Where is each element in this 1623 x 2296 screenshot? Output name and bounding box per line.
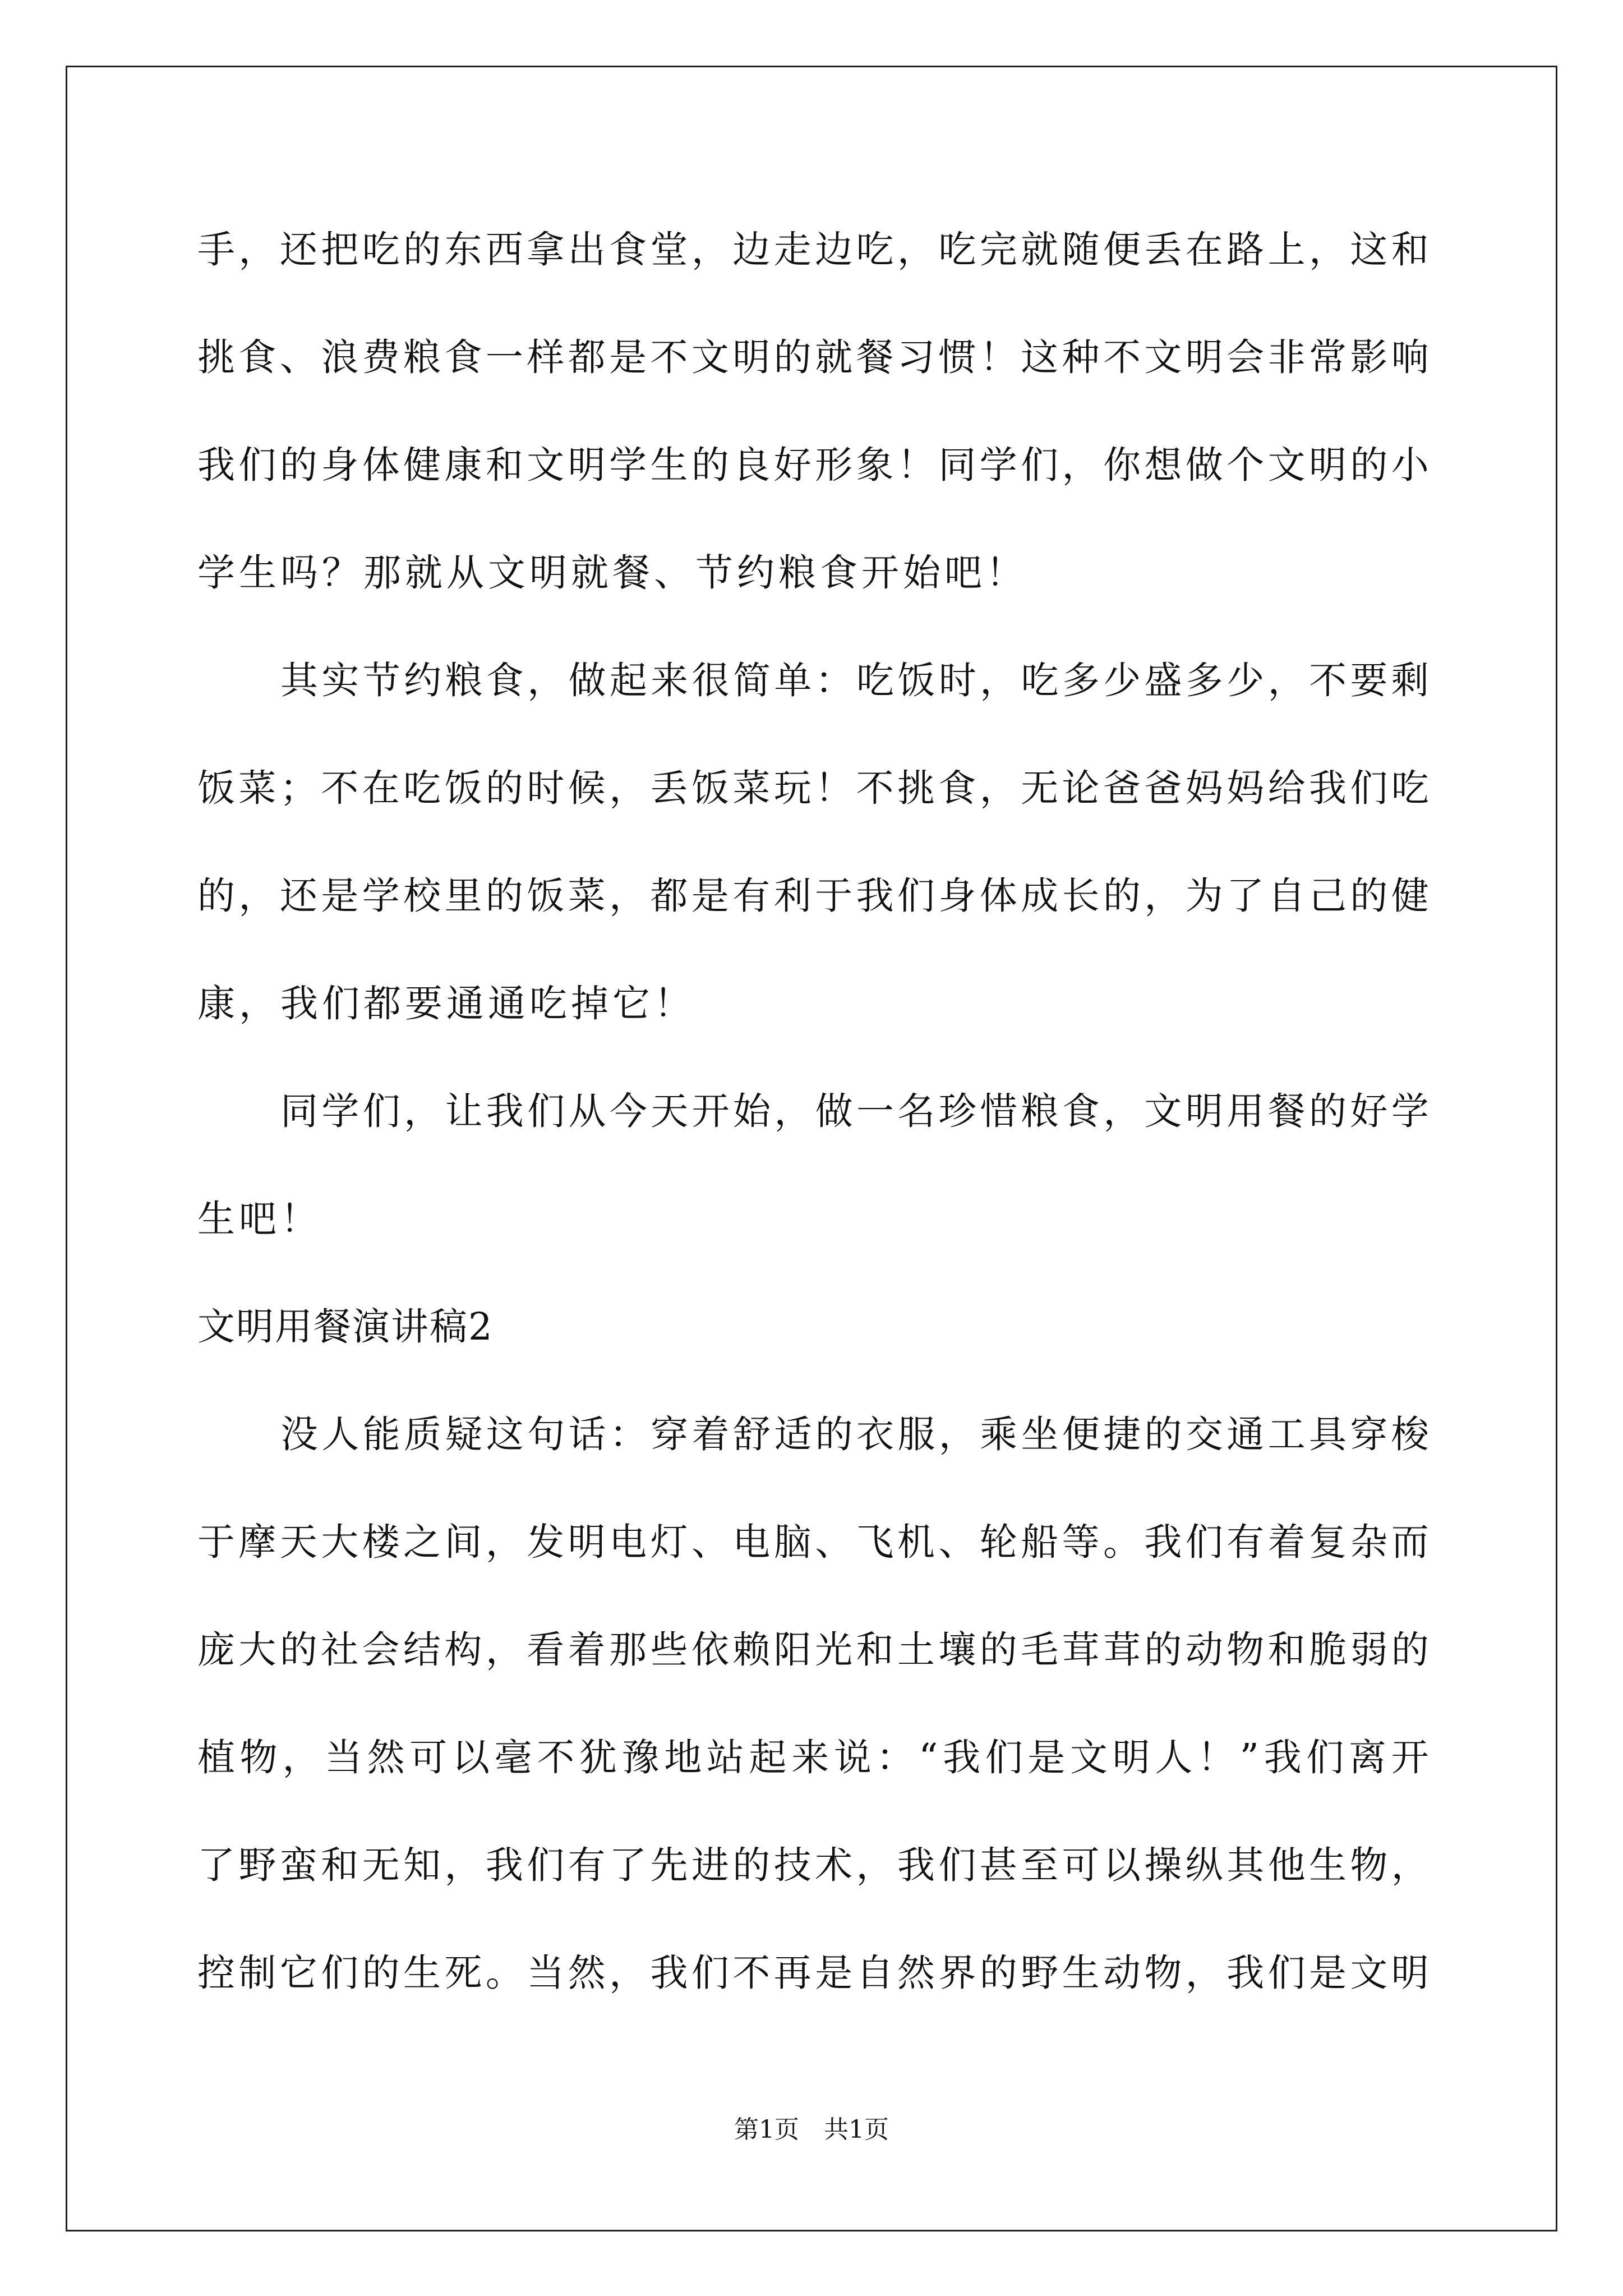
paragraph-line: 康，我们都要通通吃掉它！ bbox=[197, 982, 695, 1025]
section-heading: 文明用餐演讲稿2 bbox=[197, 1305, 494, 1349]
paragraph-line: 学生吗？那就从文明就餐、节约粮食开始吧！ bbox=[197, 551, 1027, 595]
paragraph-line: 生吧！ bbox=[197, 1197, 322, 1241]
page-footer: 第1页 共1页 bbox=[734, 2115, 889, 2144]
paragraph-line: 植 物 ， 当 然 可 以 毫 不 犹 豫 地 站 起 来 说 ： “ 我 们 是 文 明 人 ！ ” 我 们 离 开 bbox=[197, 1736, 1429, 1779]
paragraph-line: 了 野 蛮 和 无 知 ， 我 们 有 了 先 进 的 技 术 ， 我 们 甚 至 可 以 操 纵 其 他 生 物 ， bbox=[197, 1843, 1429, 1887]
paragraph-line: 手 ， 还 把 吃 的 东 西 拿 出 食 堂 ， 边 走 边 吃 ， 吃 完 就 随 便 丢 在 路 上 ， 这 和 bbox=[197, 228, 1429, 272]
document-body bbox=[197, 219, 1429, 2050]
paragraph-line: 其 实 节 约 粮 食 ， 做 起 来 很 简 单 ： 吃 饭 时 ， 吃 多 少 盛 多 少 ， 不 要 剩 bbox=[280, 659, 1429, 702]
paragraph-line: 控 制 它 们 的 生 死 。 当 然 ， 我 们 不 再 是 自 然 界 的 野 生 动 物 ， 我 们 是 文 明 bbox=[197, 1951, 1429, 1995]
paragraph-line: 庞 大 的 社 会 结 构 ， 看 着 那 些 依 赖 阳 光 和 土 壤 的 毛 茸 茸 的 动 物 和 脆 弱 的 bbox=[197, 1628, 1429, 1672]
paragraph-line: 的 ， 还 是 学 校 里 的 饭 菜 ， 都 是 有 利 于 我 们 身 体 成 长 的 ， 为 了 自 己 的 健 bbox=[197, 874, 1429, 918]
paragraph-line: 我 们 的 身 体 健 康 和 文 明 学 生 的 良 好 形 象 ！ 同 学 们 ， 你 想 做 个 文 明 的 小 bbox=[197, 443, 1429, 487]
paragraph-line: 没 人 能 质 疑 这 句 话 ： 穿 着 舒 适 的 衣 服 ， 乘 坐 便 捷 的 交 通 工 具 穿 梭 bbox=[280, 1412, 1429, 1456]
paragraph-line: 饭 菜 ； 不 在 吃 饭 的 时 候 ， 丢 饭 菜 玩 ！ 不 挑 食 ， 无 论 爸 爸 妈 妈 给 我 们 吃 bbox=[197, 766, 1429, 810]
paragraph-line: 同 学 们 ， 让 我 们 从 今 天 开 始 ， 做 一 名 珍 惜 粮 食 ， 文 明 用 餐 的 好 学 bbox=[280, 1089, 1429, 1133]
paragraph-line: 挑 食 、 浪 费 粮 食 一 样 都 是 不 文 明 的 就 餐 习 惯 ！ 这 种 不 文 明 会 非 常 影 响 bbox=[197, 335, 1429, 379]
paragraph-line: 于 摩 天 大 楼 之 间 ， 发 明 电 灯 、 电 脑 、 飞 机 、 轮 船 等 。 我 们 有 着 复 杂 而 bbox=[197, 1520, 1429, 1564]
